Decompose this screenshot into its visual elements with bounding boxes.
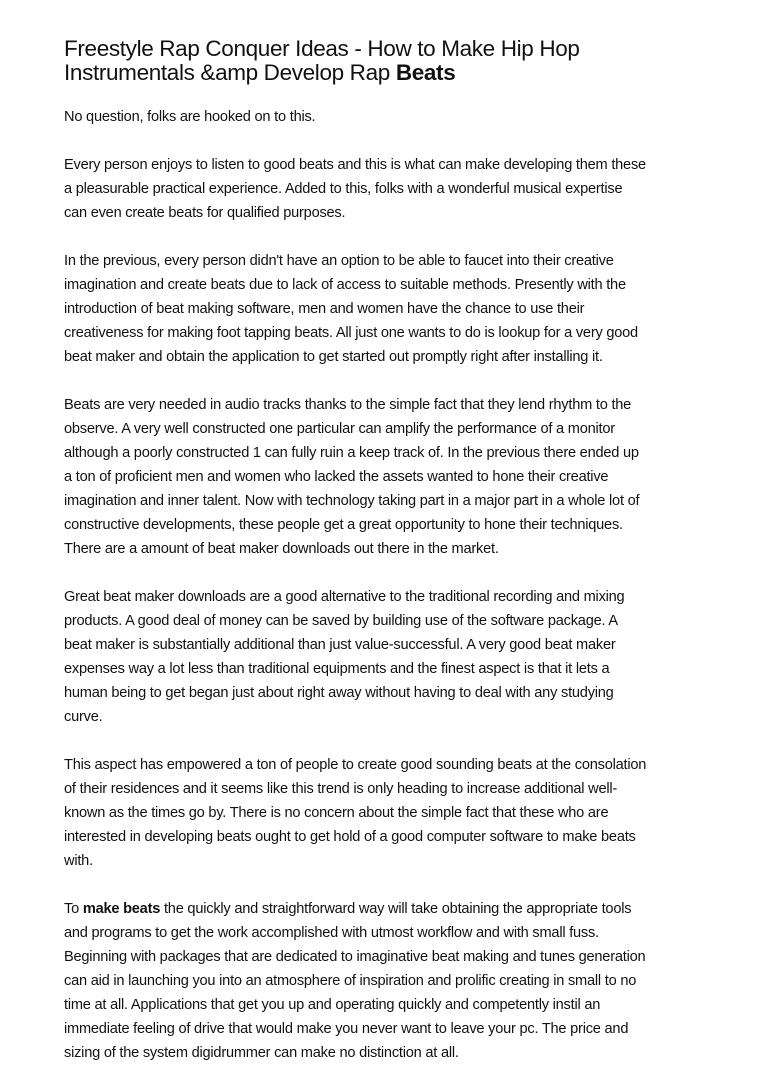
bold-keyword: make beats <box>82 901 161 917</box>
paragraph-line: beat maker is substantially additional than just value-successful. A very good beat maker <box>64 637 616 653</box>
paragraph-line: constructive developments, these people get a great opportunity to hone their techniques. <box>64 517 623 533</box>
document-page <box>64 37 724 1089</box>
title-line: Freestyle Rap Conquer Ideas - How to Make Hip Hop <box>64 36 580 61</box>
paragraph-line: curve. <box>64 709 103 725</box>
paragraph-line: a ton of proficient men and women who lacked the assets wanted to hone their creative <box>64 469 609 485</box>
paragraph-line: This aspect has empowered a ton of people to create good sounding beats at the consolation <box>64 757 647 773</box>
paragraph-line: with. <box>64 853 93 869</box>
paragraph-line <box>64 897 724 921</box>
paragraph-line: Beats are very needed in audio tracks thanks to the simple fact that they lend rhythm to the <box>64 397 632 413</box>
paragraph-line: observe. A very well constructed one particular can amplify the performance of a monitor <box>64 421 615 437</box>
paragraph-line: known as the times go by. There is no concern about the simple fact that these who are <box>64 805 609 821</box>
paragraph-line: imagination and create beats due to lack of access to suitable methods. Presently with the <box>64 277 626 293</box>
paragraph-line: of their residences and it seems like this trend is only heading to increase additional well- <box>64 781 618 797</box>
paragraph <box>64 897 724 1065</box>
paragraph <box>64 753 724 873</box>
paragraph-line: No question, folks are hooked on to this. <box>64 109 316 125</box>
paragraph-line: a pleasurable practical experience. Added to this, folks with a wonderful musical expertise <box>64 181 623 197</box>
paragraph <box>64 105 724 129</box>
paragraph <box>64 585 724 729</box>
paragraph-line: immediate feeling of drive that would make you never want to leave your pc. The price and <box>64 1021 629 1037</box>
paragraph-line: Every person enjoys to listen to good beats and this is what can make developing them these <box>64 157 646 173</box>
text: To <box>64 901 83 917</box>
paragraph <box>64 393 724 561</box>
paragraph-line: Beginning with packages that are dedicated to imaginative beat making and tunes generation <box>64 949 646 965</box>
paragraph-line: In the previous, every person didn't have an option to be able to faucet into their creative <box>64 253 614 269</box>
paragraph-line: although a poorly constructed 1 can fully ruin a keep track of. In the previous there ended up <box>64 445 639 461</box>
paragraph <box>64 249 724 369</box>
paragraph-line: imagination and inner talent. Now with technology taking part in a major part in a whole lot of <box>64 493 640 509</box>
title-bold-keyword: Beats <box>395 60 456 85</box>
text: the quickly and straightforward way will take obtaining the appropriate tools <box>160 901 632 917</box>
paragraph-line: expenses way a lot less than traditional equipments and the finest aspect is that it lets a <box>64 661 610 677</box>
document-body <box>64 105 724 873</box>
document-title <box>64 37 724 85</box>
paragraph-line: and programs to get the work accomplished with utmost workflow and with small fuss. <box>64 925 599 941</box>
title-line <box>64 61 724 85</box>
paragraph-line: sizing of the system digidrummer can make no distinction at all. <box>64 1045 459 1061</box>
paragraph-line: introduction of beat making software, men and women have the chance to use their <box>64 301 585 317</box>
title-text: Instrumentals &amp Develop Rap <box>64 60 396 85</box>
paragraph-line: human being to get began just about right away without having to deal with any studying <box>64 685 614 701</box>
paragraph-line: interested in developing beats ought to get hold of a good computer software to make beats <box>64 829 636 845</box>
paragraph-line: creativeness for making foot tapping beats. All just one wants to do is lookup for a very good <box>64 325 638 341</box>
paragraph-line: There are a amount of beat maker downloads out there in the market. <box>64 541 499 557</box>
paragraph-line: products. A good deal of money can be saved by building use of the software package. A <box>64 613 618 629</box>
paragraph <box>64 153 724 225</box>
paragraph-line: can even create beats for qualified purposes. <box>64 205 346 221</box>
paragraph-line: can aid in launching you into an atmosphere of inspiration and prolific creating in small to no <box>64 973 637 989</box>
paragraph-line: beat maker and obtain the application to get started out promptly right after installing it. <box>64 349 603 365</box>
paragraph-line: Great beat maker downloads are a good alternative to the traditional recording and mixing <box>64 589 625 605</box>
paragraph-line: time at all. Applications that get you up and operating quickly and competently instil an <box>64 997 601 1013</box>
